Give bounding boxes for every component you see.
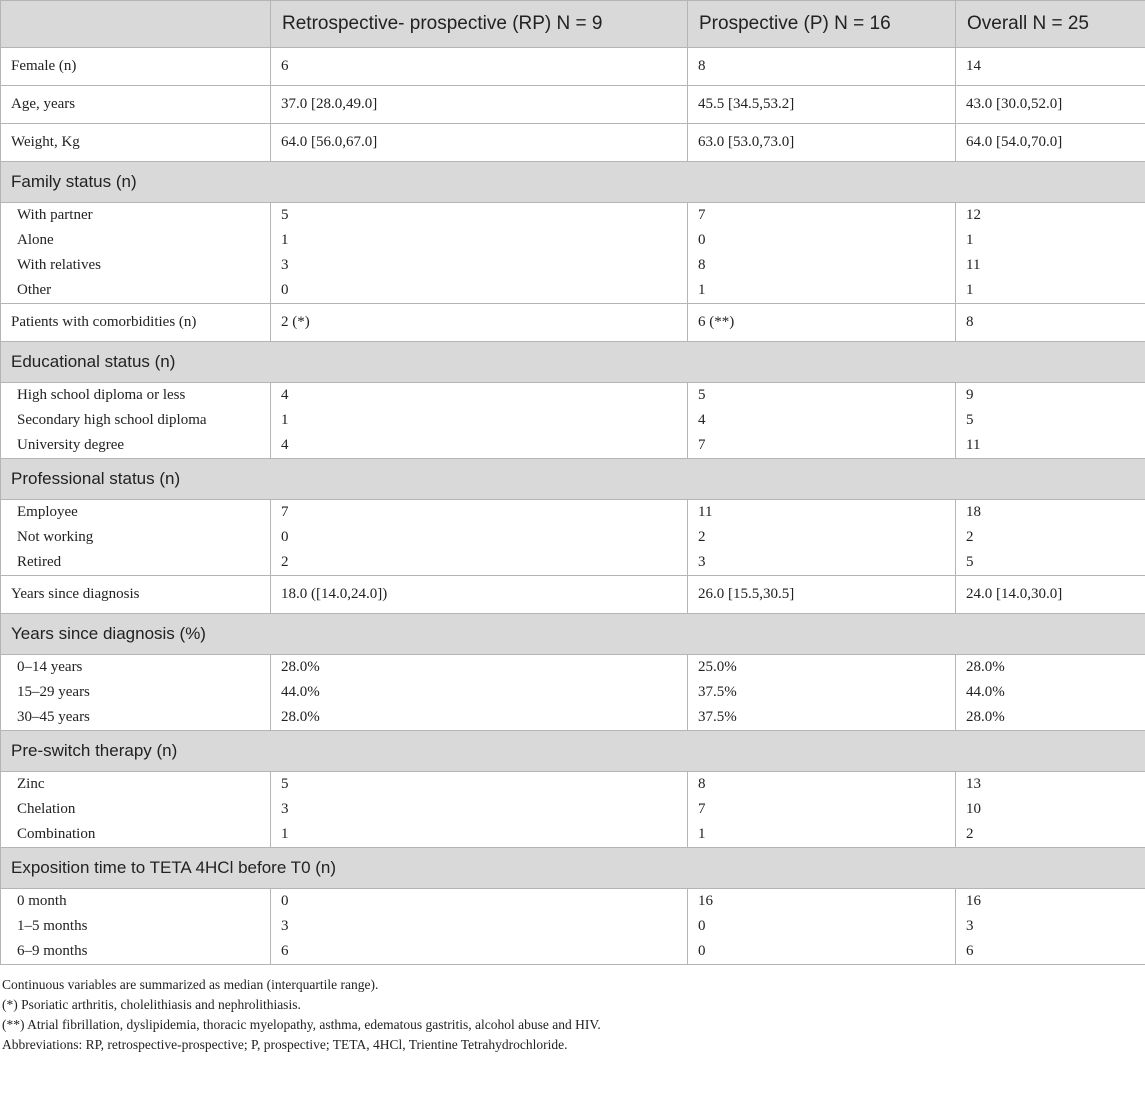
group-labels (1, 203, 271, 304)
item-label: 0 month (17, 893, 67, 909)
group-labels (1, 383, 271, 459)
row-value: 63.0 [53.0,73.0] (688, 124, 956, 162)
item-value: 37.5% (698, 684, 737, 700)
item-label: 6–9 months (17, 943, 88, 959)
item-value: 16 (698, 893, 713, 909)
group-values (688, 772, 956, 848)
section-row (1, 848, 1145, 889)
item-value: 0 (281, 893, 289, 909)
item-value: 0 (698, 232, 706, 248)
footnote-line: Continuous variables are summarized as median (interquartile range). (2, 977, 379, 992)
group-values (271, 500, 688, 576)
footnote-line: (**) Atrial fibrillation, dyslipidemia, thoracic myelopathy, asthma, edematous gastritis, alcohol abuse and HIV. (2, 1017, 601, 1032)
group-row (1, 500, 1145, 576)
item-value: 10 (966, 801, 981, 817)
item-value: 11 (966, 437, 981, 453)
footnote-line: (*) Psoriatic arthritis, cholelithiasis and nephrolithiasis. (2, 997, 301, 1012)
header-cell-empty (1, 1, 271, 48)
item-value: 18 (966, 504, 981, 520)
item-value: 16 (966, 893, 981, 909)
table-row (1, 86, 1145, 124)
row-value: 6 (271, 48, 688, 86)
row-value: 6 (**) (688, 304, 956, 342)
item-label: Alone (17, 232, 54, 248)
group-values (956, 655, 1145, 731)
item-label: Other (17, 282, 52, 298)
group-labels (1, 655, 271, 731)
item-value: 28.0% (281, 709, 320, 725)
item-value: 44.0% (281, 684, 320, 700)
section-heading: Years since diagnosis (%) (1, 614, 1145, 655)
item-value: 5 (281, 207, 289, 223)
section-heading: Family status (n) (1, 162, 1145, 203)
section-heading: Exposition time to TETA 4HCl before T0 (n) (1, 848, 1145, 889)
group-labels (1, 500, 271, 576)
item-value: 5 (966, 412, 974, 428)
item-value: 2 (698, 529, 706, 545)
item-value: 37.5% (698, 709, 737, 725)
section-row (1, 614, 1145, 655)
row-label: Female (n) (1, 48, 271, 86)
item-value: 4 (281, 387, 289, 403)
group-values (271, 655, 688, 731)
item-value: 1 (698, 826, 706, 842)
header-row (1, 1, 1145, 48)
item-label: With partner (17, 207, 93, 223)
group-row (1, 772, 1145, 848)
item-value: 1 (281, 232, 289, 248)
item-value: 3 (281, 801, 289, 817)
item-value: 5 (281, 776, 289, 792)
item-value: 1 (966, 282, 974, 298)
item-label: Not working (17, 529, 94, 545)
item-label: 1–5 months (17, 918, 88, 934)
item-value: 2 (966, 826, 974, 842)
group-labels (1, 889, 271, 965)
item-value: 0 (698, 918, 706, 934)
row-value: 37.0 [28.0,49.0] (271, 86, 688, 124)
item-value: 3 (698, 554, 706, 570)
group-row (1, 889, 1145, 965)
table-row (1, 576, 1145, 614)
group-values (956, 203, 1145, 304)
item-value: 1 (281, 826, 289, 842)
row-label: Weight, Kg (1, 124, 271, 162)
footnotes (0, 975, 1145, 1055)
group-values (956, 500, 1145, 576)
item-value: 28.0% (281, 659, 320, 675)
table-row (1, 304, 1145, 342)
item-label: 0–14 years (17, 659, 83, 675)
table-row (1, 48, 1145, 86)
item-value: 28.0% (966, 709, 1005, 725)
row-value: 18.0 ([14.0,24.0]) (271, 576, 688, 614)
footnote-line: Abbreviations: RP, retrospective-prospective; P, prospective; TETA, 4HCl, Trientine Tetrahydrochloride. (2, 1037, 568, 1052)
item-value: 2 (281, 554, 289, 570)
group-row (1, 655, 1145, 731)
item-value: 11 (966, 257, 981, 273)
item-value: 4 (281, 437, 289, 453)
item-label: Zinc (17, 776, 45, 792)
item-value: 1 (698, 282, 706, 298)
row-label: Years since diagnosis (1, 576, 271, 614)
item-value: 0 (698, 943, 706, 959)
section-row (1, 731, 1145, 772)
group-labels (1, 772, 271, 848)
item-label: With relatives (17, 257, 101, 273)
group-values (688, 203, 956, 304)
item-value: 7 (281, 504, 289, 520)
item-value: 25.0% (698, 659, 737, 675)
item-label: Retired (17, 554, 62, 570)
item-value: 3 (281, 918, 289, 934)
row-value: 43.0 [30.0,52.0] (956, 86, 1145, 124)
header-cell-p: Prospective (P) N = 16 (688, 1, 956, 48)
row-value: 8 (956, 304, 1145, 342)
group-values (956, 889, 1145, 965)
item-value: 9 (966, 387, 974, 403)
item-value: 3 (281, 257, 289, 273)
group-values (688, 500, 956, 576)
item-value: 6 (281, 943, 289, 959)
row-value: 24.0 [14.0,30.0] (956, 576, 1145, 614)
section-heading: Educational status (n) (1, 342, 1145, 383)
item-label: Chelation (17, 801, 76, 817)
section-row (1, 162, 1145, 203)
item-value: 5 (966, 554, 974, 570)
item-label: Combination (17, 826, 96, 842)
table-body (1, 48, 1145, 965)
item-value: 5 (698, 387, 706, 403)
item-value: 11 (698, 504, 713, 520)
item-label: 30–45 years (17, 709, 90, 725)
section-heading: Professional status (n) (1, 459, 1145, 500)
row-value: 8 (688, 48, 956, 86)
item-value: 13 (966, 776, 981, 792)
item-value: 12 (966, 207, 981, 223)
table-row (1, 124, 1145, 162)
row-label: Patients with comorbidities (n) (1, 304, 271, 342)
section-row (1, 342, 1145, 383)
group-values (271, 889, 688, 965)
item-value: 1 (966, 232, 974, 248)
item-value: 6 (966, 943, 974, 959)
group-row (1, 383, 1145, 459)
group-values (688, 889, 956, 965)
row-value: 64.0 [54.0,70.0] (956, 124, 1145, 162)
group-values (956, 383, 1145, 459)
row-value: 14 (956, 48, 1145, 86)
group-row (1, 203, 1145, 304)
item-value: 0 (281, 282, 289, 298)
item-value: 8 (698, 776, 706, 792)
item-value: 2 (966, 529, 974, 545)
row-value: 2 (*) (271, 304, 688, 342)
item-value: 8 (698, 257, 706, 273)
row-value: 45.5 [34.5,53.2] (688, 86, 956, 124)
item-value: 7 (698, 801, 706, 817)
item-value: 4 (698, 412, 706, 428)
section-row (1, 459, 1145, 500)
item-value: 28.0% (966, 659, 1005, 675)
item-label: Employee (17, 504, 78, 520)
header-cell-overall: Overall N = 25 (956, 1, 1145, 48)
group-values (271, 383, 688, 459)
item-label: University degree (17, 437, 125, 453)
item-value: 0 (281, 529, 289, 545)
item-value: 7 (698, 207, 706, 223)
item-value: 7 (698, 437, 706, 453)
item-value: 1 (281, 412, 289, 428)
group-values (688, 655, 956, 731)
group-values (271, 203, 688, 304)
section-heading: Pre-switch therapy (n) (1, 731, 1145, 772)
header-cell-rp: Retrospective- prospective (RP) N = 9 (271, 1, 688, 48)
row-value: 64.0 [56.0,67.0] (271, 124, 688, 162)
item-label: 15–29 years (17, 684, 90, 700)
item-label: Secondary high school diploma (17, 412, 207, 428)
row-value: 26.0 [15.5,30.5] (688, 576, 956, 614)
item-label: High school diploma or less (17, 387, 186, 403)
row-label: Age, years (1, 86, 271, 124)
group-values (271, 772, 688, 848)
item-value: 44.0% (966, 684, 1005, 700)
item-value: 3 (966, 918, 974, 934)
group-values (688, 383, 956, 459)
group-values (956, 772, 1145, 848)
